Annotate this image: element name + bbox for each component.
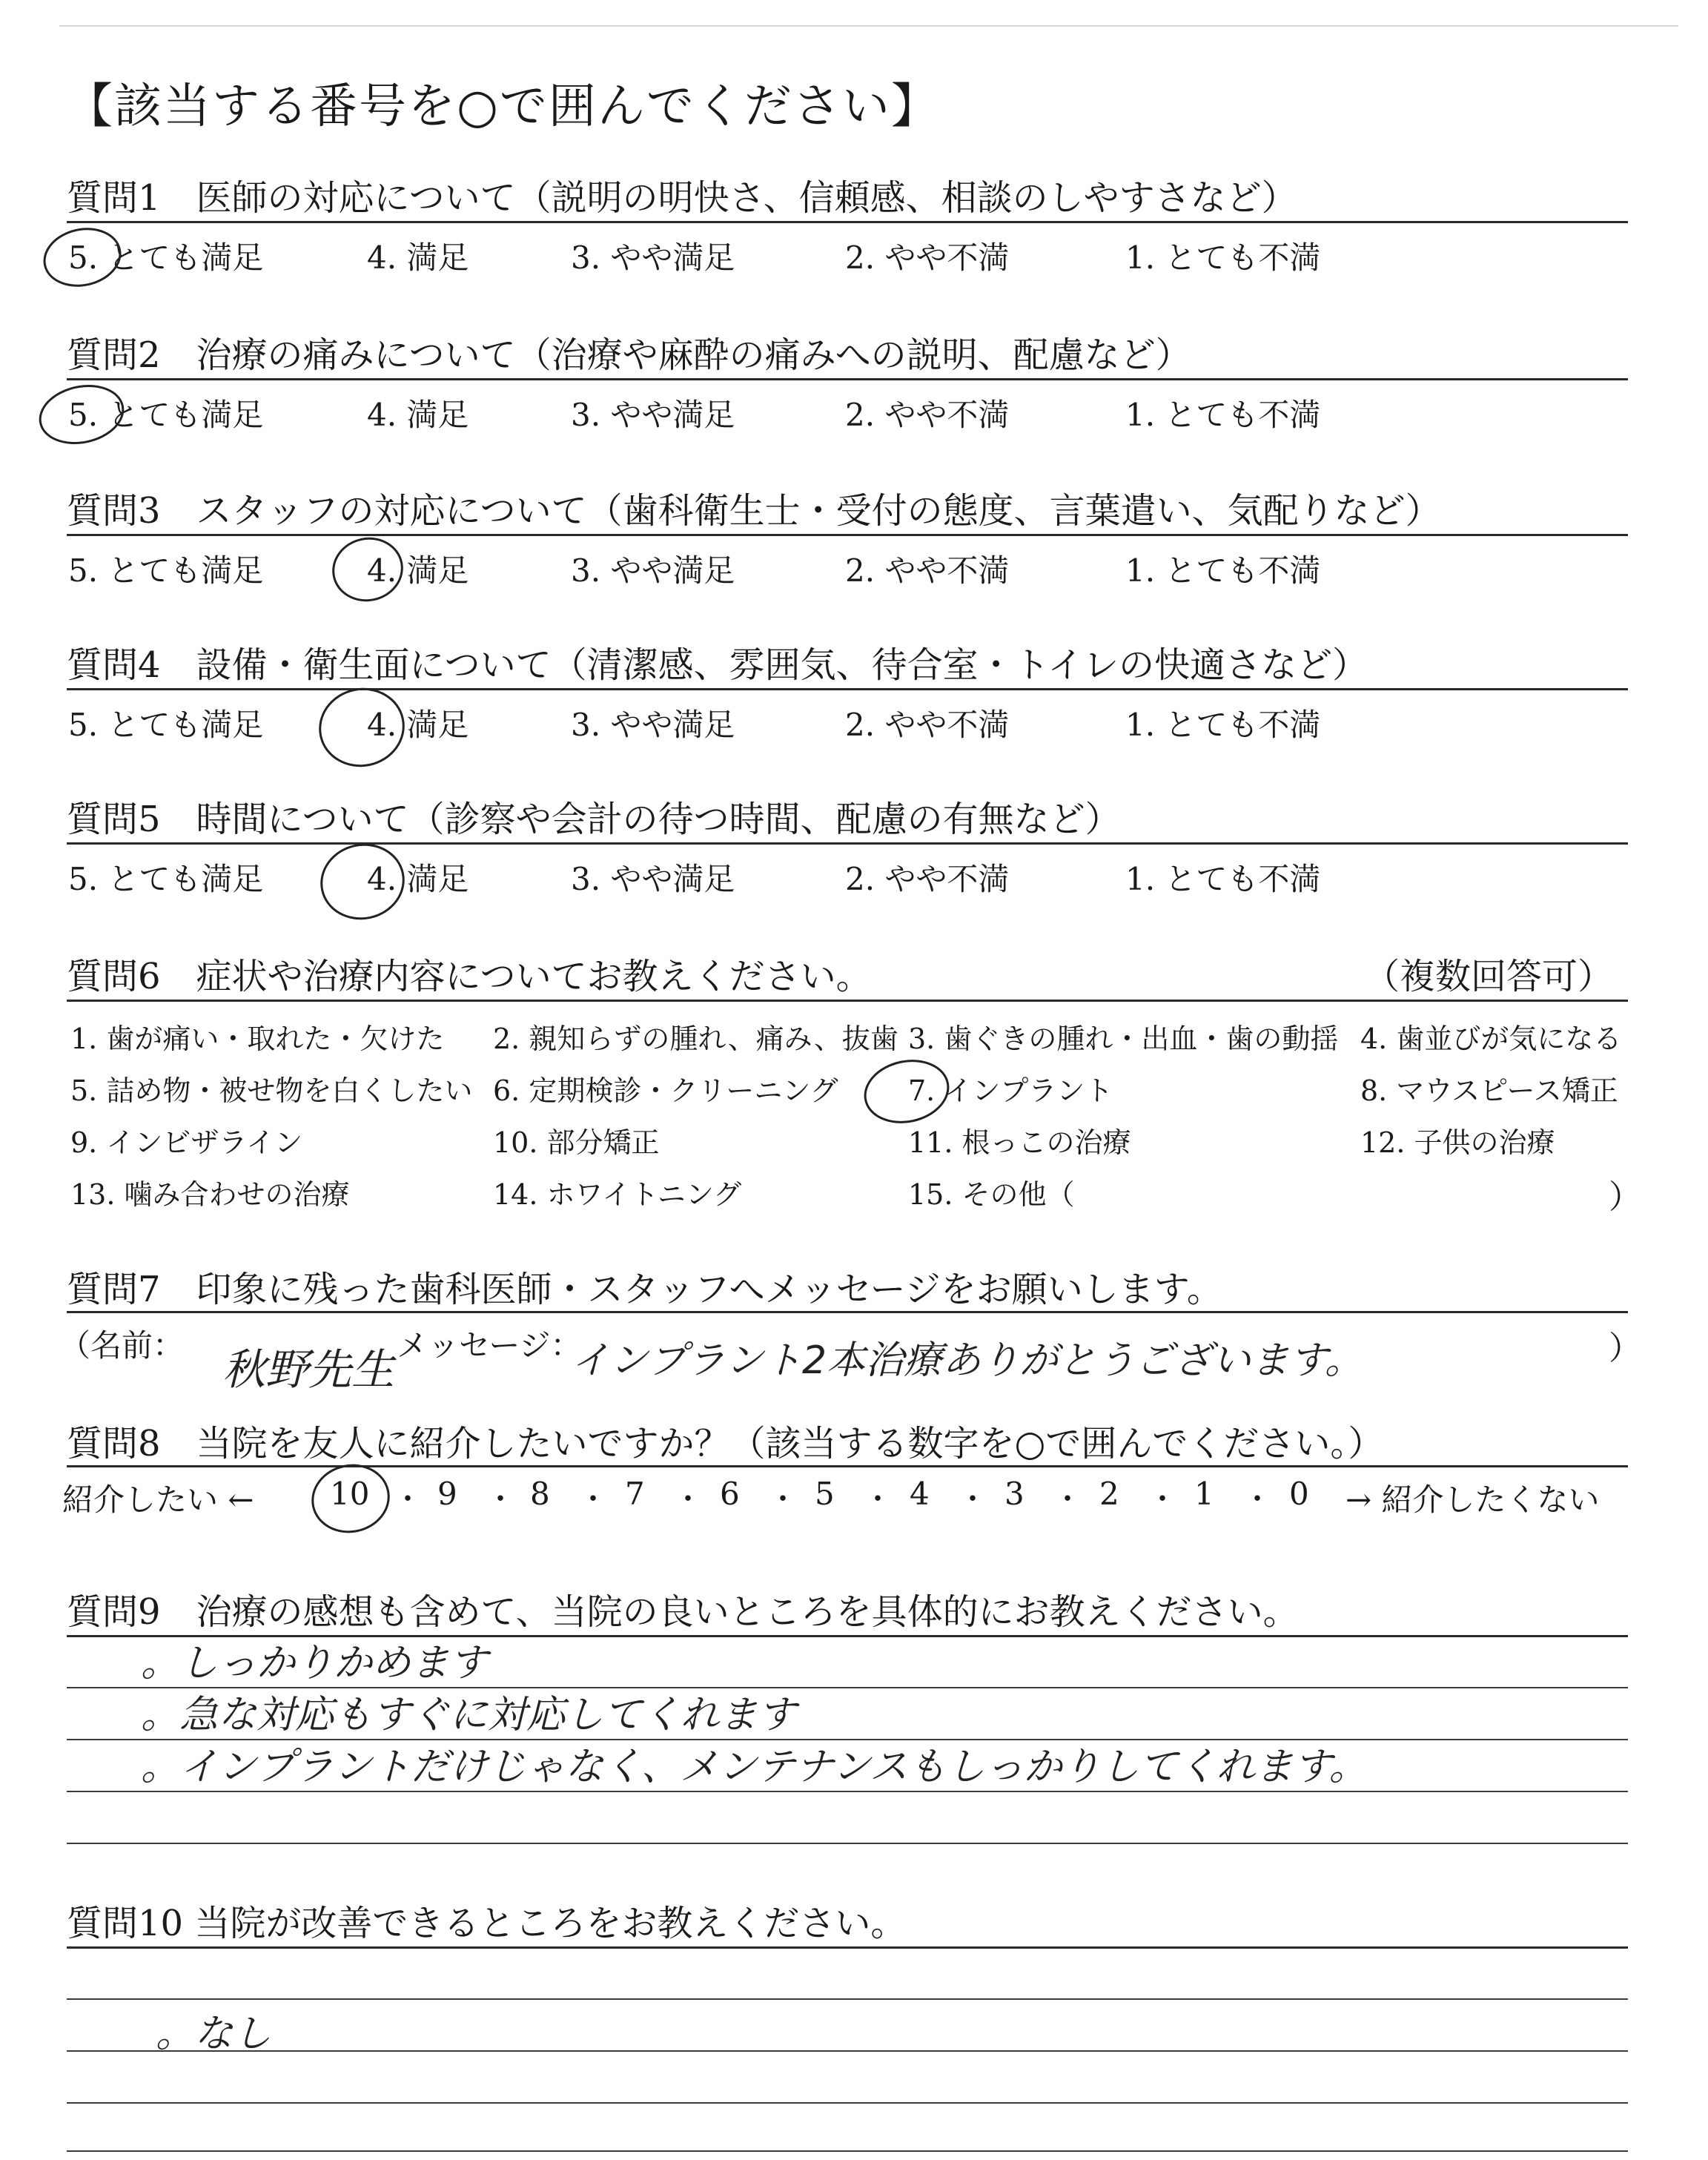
q8-right-label: → 紹介したくない — [1345, 1482, 1600, 1518]
q8-separator: ・ — [1242, 1482, 1272, 1516]
q3-option-3[interactable]: 3. やや満足 — [571, 552, 735, 589]
q7-rule — [67, 1311, 1628, 1313]
q6-option-6[interactable]: 6. 定期検診・クリーニング — [493, 1074, 838, 1107]
q6-option-1[interactable]: 1. 歯が痛い・取れた・欠けた — [70, 1023, 445, 1055]
q8-scale-4[interactable]: 4 — [910, 1476, 930, 1512]
q8-scale-2[interactable]: 2 — [1099, 1476, 1119, 1512]
q4-selection-circle — [311, 680, 412, 775]
q6-option-3[interactable]: 3. 歯ぐきの腫れ・出血・歯の動揺 — [908, 1023, 1339, 1055]
q7-title: 質問7 印象に残った歯科医師・スタッフへメッセージをお願いします。 — [67, 1269, 1222, 1310]
q9-answer-2[interactable]: 。急な対応もすぐに対応してくれます — [141, 1693, 797, 1737]
q2-selection-circle — [33, 377, 130, 452]
q5-option-3[interactable]: 3. やや満足 — [571, 861, 735, 897]
q8-scale-8[interactable]: 8 — [530, 1476, 550, 1512]
q6-option-5[interactable]: 5. 詰め物・被せ物を白くしたい — [70, 1074, 473, 1107]
q6-other-close-paren: ） — [1609, 1178, 1641, 1216]
q9-answer-line — [67, 1791, 1628, 1792]
q3-option-1[interactable]: 1. とても不満 — [1125, 552, 1321, 589]
q1-option-5[interactable]: 5. とても満足 — [68, 240, 264, 276]
q8-scale-5[interactable]: 5 — [815, 1476, 835, 1512]
q8-separator: ・ — [863, 1482, 893, 1516]
q5-option-2[interactable]: 2. やや不満 — [845, 861, 1010, 897]
q2-option-5[interactable]: 5. とても満足 — [68, 397, 264, 433]
q8-separator: ・ — [1053, 1482, 1082, 1516]
q9-title: 質問9 治療の感想も含めて、当院の良いところを具体的にお教えください。 — [67, 1591, 1299, 1633]
q2-option-2[interactable]: 2. やや不満 — [845, 397, 1010, 433]
q7-name-label: （名前： — [59, 1327, 185, 1364]
q8-rule — [67, 1465, 1628, 1467]
q2-option-3[interactable]: 3. やや満足 — [571, 397, 735, 433]
q5-title: 質問5 時間について（診察や会計の待つ時間、配慮の有無など） — [67, 799, 1121, 840]
q8-separator: ・ — [958, 1482, 987, 1516]
q10-answer-line — [67, 1998, 1628, 2000]
q10-answer-1[interactable]: 。なし — [156, 2012, 272, 2056]
q10-rule — [67, 1946, 1628, 1949]
q8-separator: ・ — [486, 1482, 515, 1516]
q10-title: 質問10 当院が改善できるところをお教えください。 — [67, 1903, 907, 1944]
q3-title: 質問3 スタッフの対応について（歯科衛生士・受付の態度、言葉遣い、気配りなど） — [67, 490, 1441, 532]
q1-option-1[interactable]: 1. とても不満 — [1125, 240, 1321, 276]
q9-answer-3[interactable]: 。インプラントだけじゃなく、メンテナンスもしっかりしてくれます。 — [141, 1745, 1368, 1789]
q8-separator: ・ — [578, 1482, 608, 1516]
q7-message-label: メッセージ： — [397, 1327, 582, 1364]
q9-answer-1[interactable]: 。しっかりかめます — [141, 1641, 489, 1685]
q3-option-4[interactable]: 4. 満足 — [367, 552, 469, 589]
form-heading: 【該当する番号を○で囲んでください】 — [65, 79, 940, 134]
q4-option-5[interactable]: 5. とても満足 — [68, 707, 264, 743]
q4-option-4[interactable]: 4. 満足 — [367, 707, 469, 743]
q8-scale-7[interactable]: 7 — [625, 1476, 645, 1512]
q5-option-4[interactable]: 4. 満足 — [367, 861, 469, 897]
q8-scale-3[interactable]: 3 — [1004, 1476, 1025, 1512]
q10-answer-line — [67, 2102, 1628, 2104]
q6-option-11[interactable]: 11. 根っこの治療 — [908, 1126, 1131, 1159]
q8-scale-10[interactable]: 10 — [330, 1476, 370, 1512]
q8-separator: ・ — [393, 1482, 423, 1516]
q6-option-2[interactable]: 2. 親知らずの腫れ、痛み、抜歯 — [493, 1023, 898, 1055]
q6-option-15[interactable]: 15. その他（ — [908, 1178, 1075, 1211]
q8-separator: ・ — [768, 1482, 798, 1516]
top-rule — [59, 25, 1678, 27]
q8-title: 質問8 当院を友人に紹介したいですか？（該当する数字を○で囲んでください。） — [67, 1423, 1384, 1464]
q1-title: 質問1 医師の対応について（説明の明快さ、信頼感、相談のしやすさなど） — [67, 177, 1297, 219]
q6-option-12[interactable]: 12. 子供の治療 — [1360, 1126, 1555, 1159]
q6-option-13[interactable]: 13. 噛み合わせの治療 — [70, 1178, 350, 1211]
q5-option-5[interactable]: 5. とても満足 — [68, 861, 264, 897]
q8-scale-9[interactable]: 9 — [437, 1476, 457, 1512]
q2-rule — [67, 378, 1628, 380]
q1-selection-circle — [38, 221, 127, 294]
q10-answer-line — [67, 2050, 1628, 2052]
q7-name-value[interactable]: 秋野先生 — [222, 1344, 395, 1395]
q2-option-4[interactable]: 4. 満足 — [367, 397, 469, 433]
q6-rule — [67, 1000, 1628, 1002]
q1-option-4[interactable]: 4. 満足 — [367, 240, 469, 276]
q8-separator: ・ — [1148, 1482, 1177, 1516]
q6-option-10[interactable]: 10. 部分矯正 — [493, 1126, 660, 1159]
q6-option-8[interactable]: 8. マウスピース矯正 — [1360, 1074, 1618, 1107]
q6-option-4[interactable]: 4. 歯並びが気になる — [1360, 1023, 1622, 1055]
q1-rule — [67, 221, 1628, 223]
q3-selection-circle — [326, 531, 409, 608]
q7-close-paren: ） — [1609, 1330, 1641, 1367]
q6-option-7[interactable]: 7. インプラント — [908, 1074, 1113, 1107]
q3-option-2[interactable]: 2. やや不満 — [845, 552, 1010, 589]
q3-option-5[interactable]: 5. とても満足 — [68, 552, 264, 589]
q9-answer-line — [67, 1843, 1628, 1844]
q4-option-2[interactable]: 2. やや不満 — [845, 707, 1010, 743]
q5-option-1[interactable]: 1. とても不満 — [1125, 861, 1321, 897]
q5-selection-circle — [314, 836, 412, 927]
q8-scale-1[interactable]: 1 — [1194, 1476, 1214, 1512]
q4-rule — [67, 688, 1628, 690]
q1-option-3[interactable]: 3. やや満足 — [571, 240, 735, 276]
q8-scale-6[interactable]: 6 — [720, 1476, 740, 1512]
q2-option-1[interactable]: 1. とても不満 — [1125, 397, 1321, 433]
q6-title: 質問6 症状や治療内容についてお教えください。 — [67, 956, 872, 997]
q4-option-1[interactable]: 1. とても不満 — [1125, 707, 1321, 743]
q6-note: （複数回答可） — [1364, 956, 1614, 997]
q4-option-3[interactable]: 3. やや満足 — [571, 707, 735, 743]
q8-left-label: 紹介したい ← — [62, 1482, 254, 1518]
q8-scale-0[interactable]: 0 — [1289, 1476, 1309, 1512]
q6-option-9[interactable]: 9. インビザライン — [70, 1126, 303, 1159]
q4-title: 質問4 設備・衛生面について（清潔感、雰囲気、待合室・トイレの快適さなど） — [67, 644, 1368, 686]
q8-separator: ・ — [673, 1482, 703, 1516]
q7-message-value[interactable]: インプラント2本治療ありがとうございます。 — [571, 1338, 1363, 1383]
q8-selection-circle — [305, 1457, 397, 1540]
q6-option-14[interactable]: 14. ホワイトニング — [493, 1178, 742, 1211]
q3-rule — [67, 534, 1628, 536]
q10-answer-line — [67, 2150, 1628, 2152]
q1-option-2[interactable]: 2. やや不満 — [845, 240, 1010, 276]
q5-rule — [67, 842, 1628, 845]
q2-title: 質問2 治療の痛みについて（治療や麻酔の痛みへの説明、配慮など） — [67, 334, 1191, 376]
